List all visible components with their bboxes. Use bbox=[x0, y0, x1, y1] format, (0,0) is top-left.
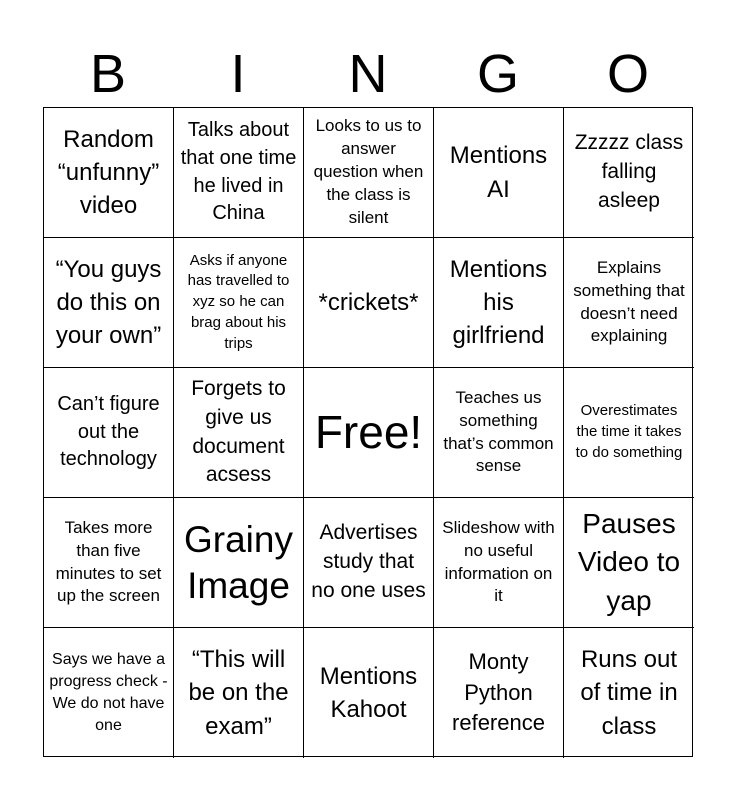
bingo-cell[interactable] bbox=[564, 368, 694, 498]
bingo-cell-text: “You guys do this on your own” bbox=[55, 255, 162, 350]
bingo-cell-text: Teaches us something that’s common sense bbox=[443, 387, 554, 476]
bingo-cell-text: Mentions Kahoot bbox=[319, 662, 418, 723]
bingo-cell[interactable] bbox=[44, 498, 174, 628]
bingo-cell[interactable] bbox=[564, 238, 694, 368]
bingo-cell-text: Advertises study that no one uses bbox=[311, 521, 426, 602]
bingo-cell[interactable] bbox=[174, 238, 304, 368]
bingo-cell-free[interactable] bbox=[304, 368, 434, 498]
bingo-cell-text: Can’t figure out the technology bbox=[57, 393, 160, 471]
bingo-cell-text: Mentions AI bbox=[449, 142, 548, 203]
bingo-cell-text: Explains something that doesn’t need explaining bbox=[573, 257, 685, 346]
bingo-cell[interactable] bbox=[434, 628, 564, 758]
bingo-cell[interactable] bbox=[44, 238, 174, 368]
bingo-cell-text: Forgets to give us document acsess bbox=[191, 376, 286, 487]
bingo-cell-text: Overestimates the time it takes to do something bbox=[575, 402, 683, 461]
bingo-header bbox=[43, 40, 693, 108]
bingo-cell[interactable] bbox=[174, 368, 304, 498]
bingo-cell[interactable] bbox=[174, 108, 304, 238]
header-letter-n: N bbox=[348, 44, 388, 104]
bingo-cell[interactable] bbox=[44, 368, 174, 498]
bingo-cell-text: Pauses Video to yap bbox=[577, 507, 681, 616]
bingo-cell[interactable] bbox=[434, 498, 564, 628]
bingo-cell-text: Takes more than five minutes to set up the screen bbox=[55, 517, 162, 606]
bingo-cell-text: Free! bbox=[314, 406, 423, 459]
bingo-cell[interactable] bbox=[44, 628, 174, 758]
bingo-cell[interactable] bbox=[44, 108, 174, 238]
bingo-cell-text: Runs out of time in class bbox=[580, 646, 678, 740]
bingo-cell-text: Zzzzz class falling asleep bbox=[574, 131, 684, 212]
bingo-cell-text: Looks to us to answer question when the class is silent bbox=[313, 116, 424, 227]
bingo-cell[interactable] bbox=[174, 628, 304, 758]
bingo-cell[interactable] bbox=[174, 498, 304, 628]
bingo-cell[interactable] bbox=[564, 108, 694, 238]
bingo-cell-text: Talks about that one time he lived in China bbox=[180, 119, 297, 225]
bingo-cell-text: Slideshow with no useful information on it bbox=[442, 517, 555, 606]
bingo-cell[interactable] bbox=[304, 628, 434, 758]
bingo-cell-text: Asks if anyone has travelled to xyz so he can brag about his trips bbox=[187, 251, 290, 352]
bingo-cell-text: “This will be on the exam” bbox=[188, 646, 289, 740]
bingo-cell[interactable] bbox=[304, 238, 434, 368]
bingo-cell[interactable] bbox=[434, 108, 564, 238]
bingo-cell[interactable] bbox=[304, 498, 434, 628]
bingo-cell-text: *crickets* bbox=[318, 288, 419, 316]
bingo-cell-text: Mentions his girlfriend bbox=[449, 255, 548, 350]
bingo-cell[interactable] bbox=[564, 628, 694, 758]
header-letter-o: O bbox=[606, 44, 649, 104]
bingo-cell-text: Says we have a progress check - We do not have one bbox=[49, 650, 168, 735]
bingo-cell-text: Monty Python reference bbox=[452, 649, 545, 736]
bingo-cell[interactable] bbox=[434, 238, 564, 368]
header-letter-i: I bbox=[230, 44, 246, 104]
bingo-cell[interactable] bbox=[564, 498, 694, 628]
bingo-cell-text: Random “unfunny” video bbox=[57, 125, 160, 220]
bingo-cell-text: Grainy Image bbox=[184, 519, 293, 606]
bingo-cell[interactable] bbox=[434, 368, 564, 498]
bingo-cell[interactable] bbox=[304, 108, 434, 238]
header-letter-g: G bbox=[476, 44, 519, 104]
header-letter-b: B bbox=[89, 44, 127, 104]
bingo-board bbox=[43, 107, 693, 757]
